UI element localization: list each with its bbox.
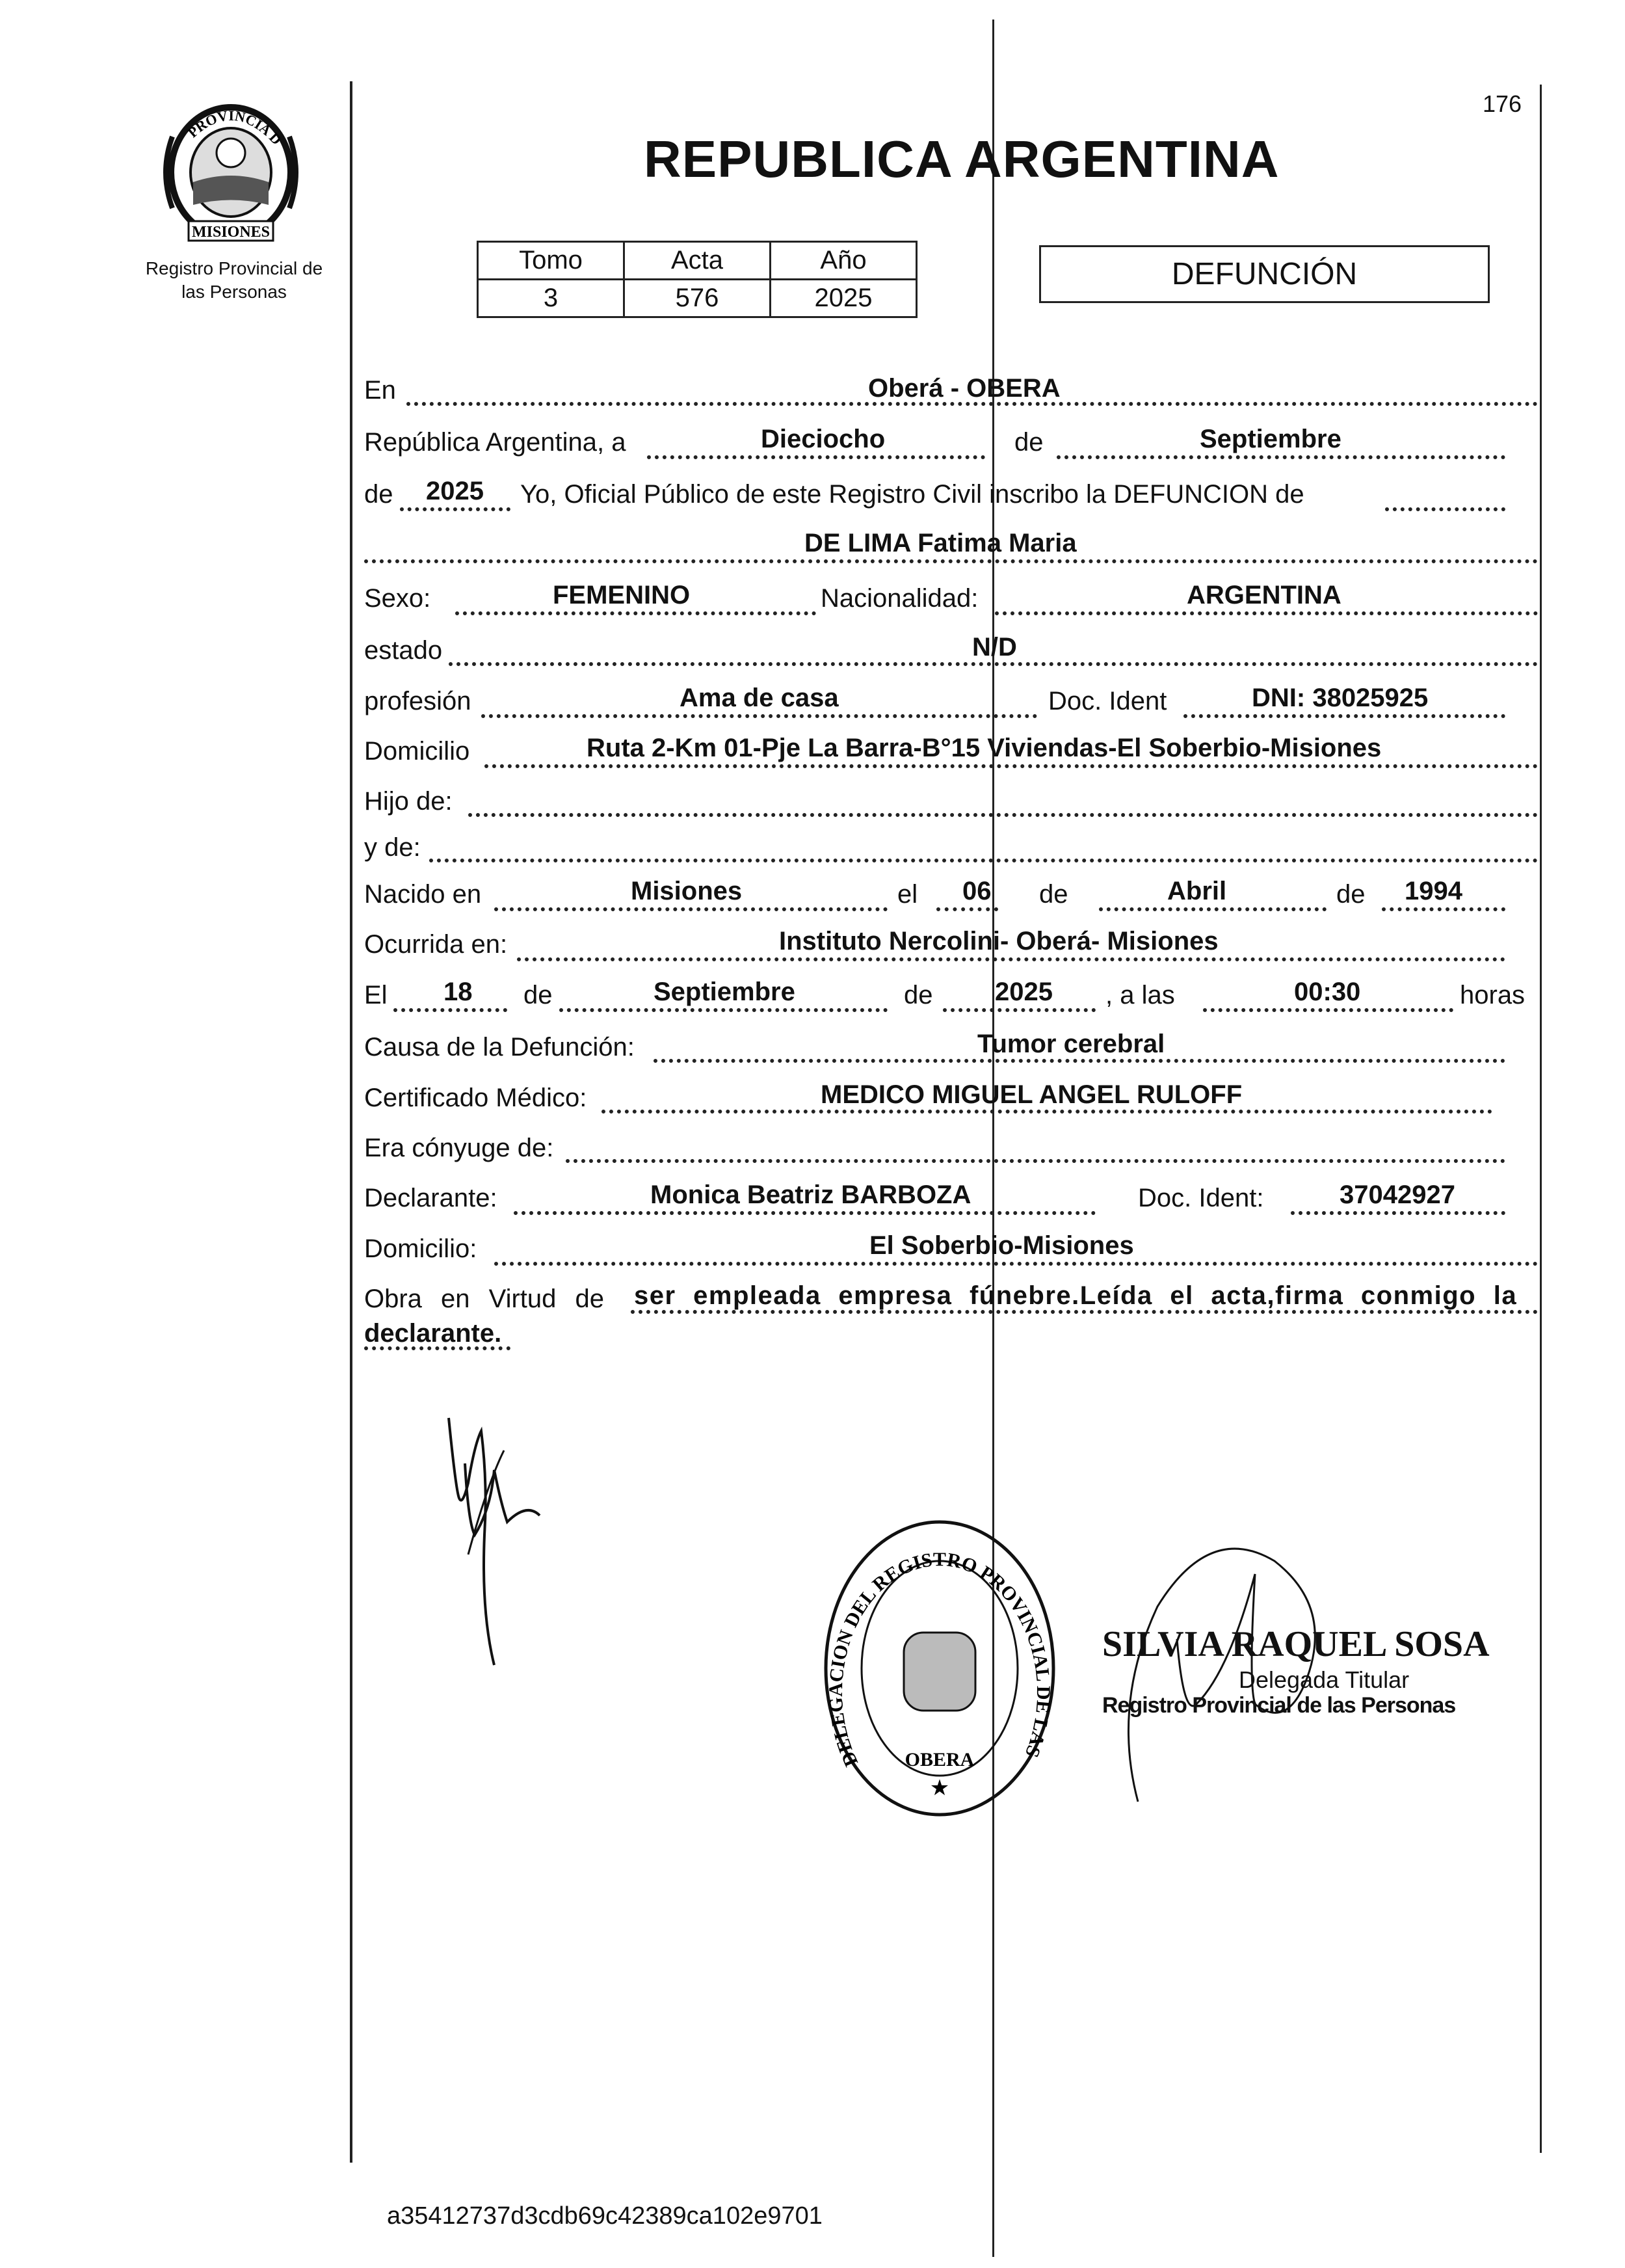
registry-caption: Registro Provincial de las Personas (145, 258, 323, 302)
value-birth-year: 1994 (1405, 877, 1462, 905)
svg-text:★: ★ (929, 1776, 950, 1800)
value-obra-line1: ser empleada empresa fúnebre.Leída el acta,firma conmigo la (634, 1281, 1518, 1310)
label-ocurrida-en: Ocurrida en: (364, 930, 508, 959)
label-de-2: de (364, 480, 393, 509)
value-decl-domicilio: El Soberbio-Misiones (869, 1231, 1134, 1260)
label-hijo-de: Hijo de: (364, 787, 453, 816)
dotline (494, 907, 888, 911)
dotline (364, 1346, 510, 1350)
dotline (449, 662, 1538, 666)
label-declarante: Declarante: (364, 1184, 497, 1212)
value-birth-month: Abril (1167, 877, 1227, 905)
value-acta: 576 (624, 280, 771, 317)
value-anio: 2025 (771, 280, 917, 317)
document-hash: a35412737d3cdb69c42389ca102e9701 (387, 2202, 823, 2230)
label-sexo: Sexo: (364, 584, 431, 613)
value-month-text: Septiembre (1200, 425, 1341, 453)
value-domicilio: Ruta 2-Km 01-Pje La Barra-B°15 Viviendas-El Soberbio-Misiones (587, 734, 1382, 762)
dotline (943, 1008, 1096, 1012)
value-certificado: MEDICO MIGUEL ANGEL RULOFF (821, 1080, 1243, 1109)
value-day-text: Dieciocho (761, 425, 886, 453)
header-acta: Acta (624, 242, 771, 280)
label-horas: horas (1460, 981, 1526, 1009)
dotline (1382, 907, 1505, 911)
value-death-year: 2025 (995, 978, 1053, 1006)
dotline (654, 1059, 1505, 1063)
value-death-day: 18 (443, 978, 473, 1006)
value-year: 2025 (426, 477, 484, 505)
text-yo-oficial: Yo, Oficial Público de este Registro Civil inscribo la DEFUNCION de (520, 480, 1304, 509)
dotline (936, 907, 998, 911)
dotline (517, 957, 1505, 961)
value-death-month: Septiembre (654, 978, 795, 1006)
value-estado: N/D (972, 633, 1017, 661)
header-tomo: Tomo (478, 242, 624, 280)
page-number: 176 (1483, 90, 1522, 117)
label-certificado: Certificado Médico: (364, 1084, 587, 1112)
label-obra: Obra en Virtud de (364, 1285, 605, 1313)
value-nacionalidad: ARGENTINA (1187, 581, 1341, 609)
label-doc-ident: Doc. Ident (1048, 687, 1167, 715)
record-table (477, 241, 918, 318)
record-type-box: DEFUNCIÓN (1039, 245, 1490, 303)
value-nacido-en: Misiones (631, 877, 743, 905)
dotline (429, 859, 1538, 862)
dotline (484, 764, 1538, 768)
dotline (393, 1008, 507, 1012)
label-de-birth-year: de (1336, 880, 1366, 909)
provincial-emblem (153, 98, 309, 247)
value-declarante: Monica Beatriz BARBOZA (650, 1181, 971, 1209)
signer-org: Registro Provincial de las Personas (1102, 1693, 1456, 1718)
official-stamp (819, 1515, 1060, 1821)
dotline (559, 1008, 888, 1012)
value-sexo: FEMENINO (553, 581, 691, 609)
dotline (995, 611, 1538, 615)
dotline (601, 1110, 1492, 1114)
value-en: Oberá - OBERA (868, 374, 1061, 403)
label-profesion: profesión (364, 687, 471, 715)
dotline (631, 1310, 1538, 1314)
dotline (494, 1262, 1538, 1266)
label-el: el (897, 880, 918, 909)
label-de-death: de (523, 981, 553, 1009)
dotline (1057, 455, 1505, 459)
emblem-top-text: PROVINCIA D (184, 107, 285, 148)
value-profesion: Ama de casa (680, 684, 839, 712)
label-y-de: y de: (364, 833, 421, 862)
stamp-ring-text: DELEGACION DEL REGISTRO PROVINCIAL DE LAS (825, 1549, 1055, 1770)
value-obra-line2: declarante. (364, 1319, 502, 1348)
label-nacido-en: Nacido en (364, 880, 482, 909)
label-de-death-year: de (904, 981, 933, 1009)
document-title: REPUBLICA ARGENTINA (644, 130, 1280, 188)
dotline (1291, 1211, 1505, 1215)
value-death-time: 00:30 (1294, 978, 1361, 1006)
dotline (481, 714, 1037, 718)
label-conyuge: Era cónyuge de: (364, 1134, 554, 1162)
dotline (364, 559, 1538, 563)
left-margin-line (350, 81, 352, 2163)
dotline (647, 455, 985, 459)
dotline (1385, 507, 1505, 511)
value-birth-day: 06 (962, 877, 992, 905)
value-doc-ident: DNI: 38025925 (1252, 684, 1429, 712)
dotline (514, 1211, 1096, 1215)
label-republica: República Argentina, a (364, 428, 626, 457)
label-en: En (364, 376, 396, 405)
header-anio: Año (771, 242, 917, 280)
label-de-birth: de (1039, 880, 1068, 909)
dotline (400, 507, 510, 511)
label-causa: Causa de la Defunción: (364, 1033, 635, 1061)
label-nacionalidad: Nacionalidad: (821, 584, 979, 613)
label-El: El (364, 981, 388, 1009)
value-decl-doc: 37042927 (1340, 1181, 1455, 1209)
dotline (406, 402, 1538, 406)
label-de: de (1014, 428, 1044, 457)
dotline (1183, 714, 1505, 718)
stamp-center-text: OBERA (905, 1749, 975, 1770)
dotline (455, 611, 816, 615)
label-decl-domicilio: Domicilio: (364, 1234, 477, 1263)
dotline (566, 1159, 1505, 1163)
value-tomo: 3 (478, 280, 624, 317)
right-margin-line (1540, 85, 1542, 2153)
value-causa: Tumor cerebral (977, 1030, 1165, 1058)
value-deceased-name: DE LIMA Fatima Maria (804, 529, 1077, 557)
label-a-las: , a las (1105, 981, 1175, 1009)
label-estado: estado (364, 636, 443, 665)
signer-name: SILVIA RAQUEL SOSA (1102, 1624, 1490, 1664)
dotline (1203, 1008, 1453, 1012)
value-ocurrida-en: Instituto Nercolini- Oberá- Misiones (779, 927, 1219, 955)
label-domicilio: Domicilio (364, 737, 470, 766)
dotline (1099, 907, 1327, 911)
signer-role: Delegada Titular (1239, 1666, 1410, 1693)
emblem-bottom-text: MISIONES (191, 224, 271, 241)
label-decl-doc: Doc. Ident: (1138, 1184, 1264, 1212)
declarant-signature (429, 1405, 559, 1678)
center-fold-line (992, 20, 994, 2257)
dotline (468, 813, 1538, 817)
